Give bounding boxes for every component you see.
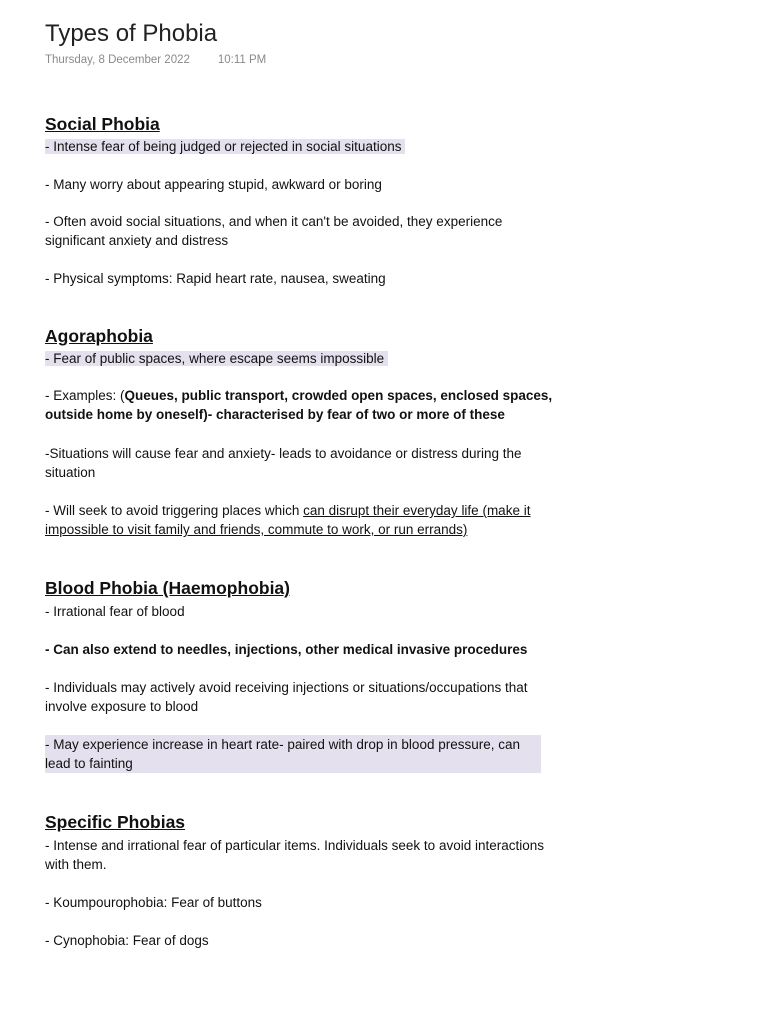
note-date: Thursday, 8 December 2022 xyxy=(45,54,190,66)
social-paragraph-2[interactable]: - Many worry about appearing stupid, awkward or boring xyxy=(45,177,382,192)
page-title[interactable]: Types of Phobia xyxy=(45,20,218,47)
note-time: 10:11 PM xyxy=(217,54,267,66)
social-paragraph-4[interactable]: - Physical symptoms: Rapid heart rate, nausea, sweating xyxy=(45,271,386,286)
social-paragraph-3[interactable]: - Often avoid social situations, and when it can't be avoided, they experience significant anxiety and distress xyxy=(45,214,503,248)
blood-paragraph-4[interactable]: - May experience increase in heart rate- paired with drop in blood pressure, can lead to fainting xyxy=(45,735,565,773)
note-timestamp xyxy=(45,54,266,66)
section-heading-social-phobia[interactable]: Social Phobia xyxy=(45,114,160,134)
agoraphobia-paragraph-2[interactable]: - Examples: (Queues, public transport, crowded open spaces, enclosed spaces, outside home by oneself)- characterised by fear of two or more of these xyxy=(45,388,553,422)
section-heading-specific-phobias[interactable]: Specific Phobias xyxy=(45,812,186,832)
agoraphobia-paragraph-1[interactable]: - Fear of public spaces, where escape seems impossible xyxy=(45,349,565,368)
agoraphobia-paragraph-3[interactable]: -Situations will cause fear and anxiety- leads to avoidance or distress during the situation xyxy=(45,446,522,480)
specific-paragraph-2[interactable]: - Koumpourophobia: Fear of buttons xyxy=(45,895,262,910)
specific-paragraph-3[interactable]: - Cynophobia: Fear of dogs xyxy=(45,933,209,948)
section-heading-blood-phobia[interactable]: Blood Phobia (Haemophobia) xyxy=(45,578,290,598)
social-paragraph-1[interactable]: - Intense fear of being judged or rejected in social situations xyxy=(45,137,565,156)
blood-paragraph-1[interactable]: - Irrational fear of blood xyxy=(45,604,185,619)
section-heading-agoraphobia[interactable]: Agoraphobia xyxy=(45,326,153,346)
agoraphobia-paragraph-4[interactable]: - Will seek to avoid triggering places which can disrupt their everyday life (make it impossible to visit family and friends, commute to work, or run errands) xyxy=(45,503,531,537)
blood-paragraph-2[interactable]: - Can also extend to needles, injections, other medical invasive procedures xyxy=(45,642,528,657)
blood-paragraph-3[interactable]: - Individuals may actively avoid receiving injections or situations/occupations that involve exposure to blood xyxy=(45,680,528,714)
specific-paragraph-1[interactable]: - Intense and irrational fear of particular items. Individuals seek to avoid interactions with them. xyxy=(45,838,545,872)
